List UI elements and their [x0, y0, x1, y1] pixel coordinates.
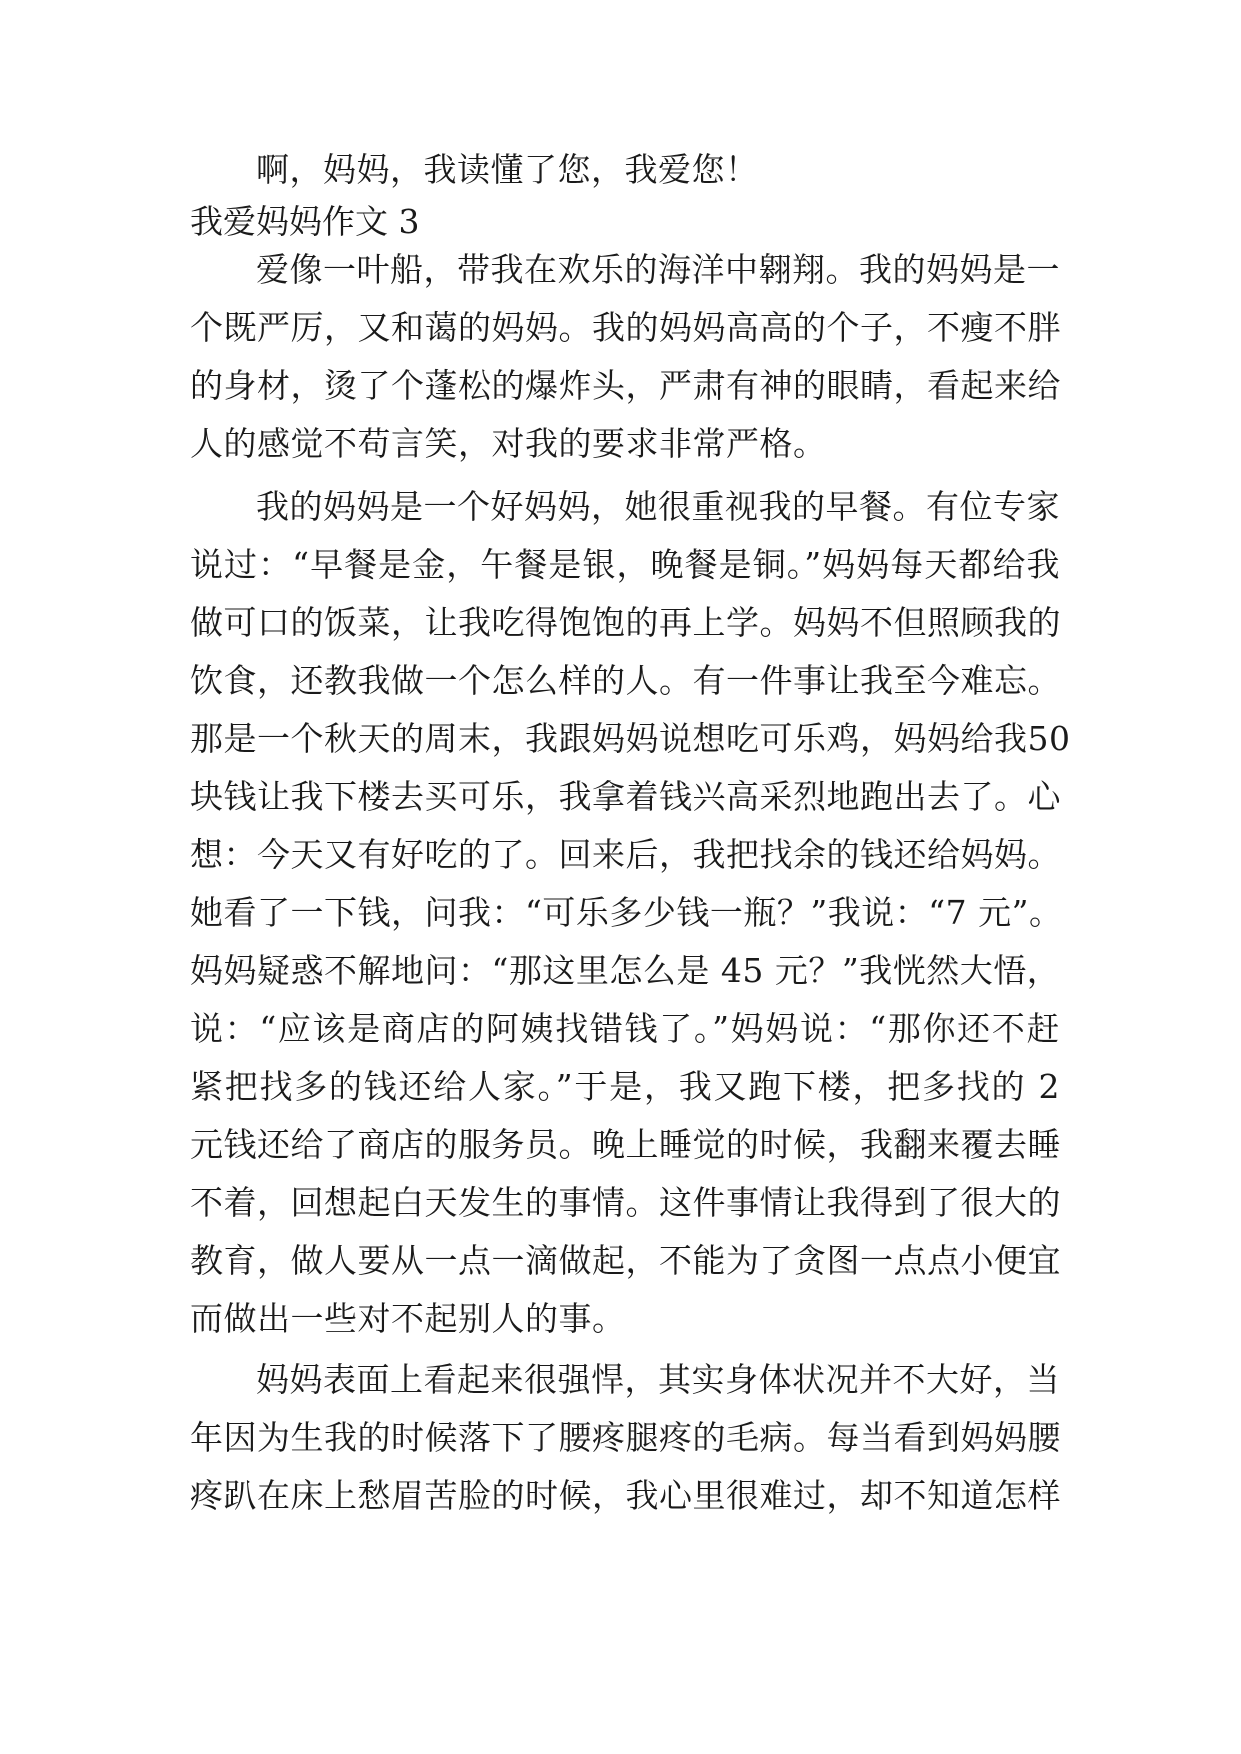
paragraph-line: 的身材，烫了个蓬松的爆炸头，严肃有神的眼睛，看起来给: [190, 366, 1061, 405]
paragraph-line: 妈妈表面上看起来很强悍，其实身体状况并不大好，当: [256, 1360, 1060, 1399]
paragraph-line: 那是一个秋天的周末，我跟妈妈说想吃可乐鸡，妈妈给我50: [190, 719, 1071, 758]
paragraph-line: 妈妈疑惑不解地问：“那这里怎么是 45 元？”我恍然大悟，: [190, 951, 1061, 990]
paragraph-line: 想：今天又有好吃的了。回来后，我把找余的钱还给妈妈。: [190, 835, 1061, 874]
paragraph-line: 她看了一下钱，问我：“可乐多少钱一瓶？”我说：“7 元”。: [190, 893, 1063, 932]
paragraph-line: 说：“应该是商店的阿姨找错钱了。”妈妈说：“那你还不赶: [190, 1009, 1060, 1048]
paragraph-line: 说过：“早餐是金，午餐是银，晚餐是铜。”妈妈每天都给我: [190, 545, 1060, 584]
paragraph-line: 元钱还给了商店的服务员。晚上睡觉的时候，我翻来覆去睡: [190, 1125, 1061, 1164]
section-title: 我爱妈妈作文 3: [190, 202, 420, 241]
intro-line: 啊，妈妈，我读懂了您，我爱您！: [256, 150, 759, 189]
paragraph-line: 人的感觉不苟言笑，对我的要求非常严格。: [190, 424, 827, 463]
paragraph-line: 疼趴在床上愁眉苦脸的时候，我心里很难过，却不知道怎样: [190, 1476, 1061, 1515]
paragraph-line: 爱像一叶船，带我在欢乐的海洋中翱翔。我的妈妈是一: [256, 250, 1060, 289]
paragraph-line: 块钱让我下楼去买可乐，我拿着钱兴高采烈地跑出去了。心: [190, 777, 1061, 816]
paragraph-line: 紧把找多的钱还给人家。”于是，我又跑下楼，把多找的 2: [190, 1067, 1060, 1106]
paragraph-line: 饮食，还教我做一个怎么样的人。有一件事让我至今难忘。: [190, 661, 1061, 700]
paragraph-line: 不着，回想起白天发生的事情。这件事情让我得到了很大的: [190, 1183, 1061, 1222]
paragraph-line: 个既严厉，又和蔼的妈妈。我的妈妈高高的个子，不瘦不胖: [190, 308, 1061, 347]
paragraph-line: 我的妈妈是一个好妈妈，她很重视我的早餐。有位专家: [256, 487, 1060, 526]
paragraph-line: 年因为生我的时候落下了腰疼腿疼的毛病。每当看到妈妈腰: [190, 1418, 1061, 1457]
paragraph-line: 而做出一些对不起别人的事。: [190, 1299, 626, 1338]
paragraph-line: 教育，做人要从一点一滴做起，不能为了贪图一点点小便宜: [190, 1241, 1061, 1280]
paragraph-line: 做可口的饭菜，让我吃得饱饱的再上学。妈妈不但照顾我的: [190, 603, 1061, 642]
